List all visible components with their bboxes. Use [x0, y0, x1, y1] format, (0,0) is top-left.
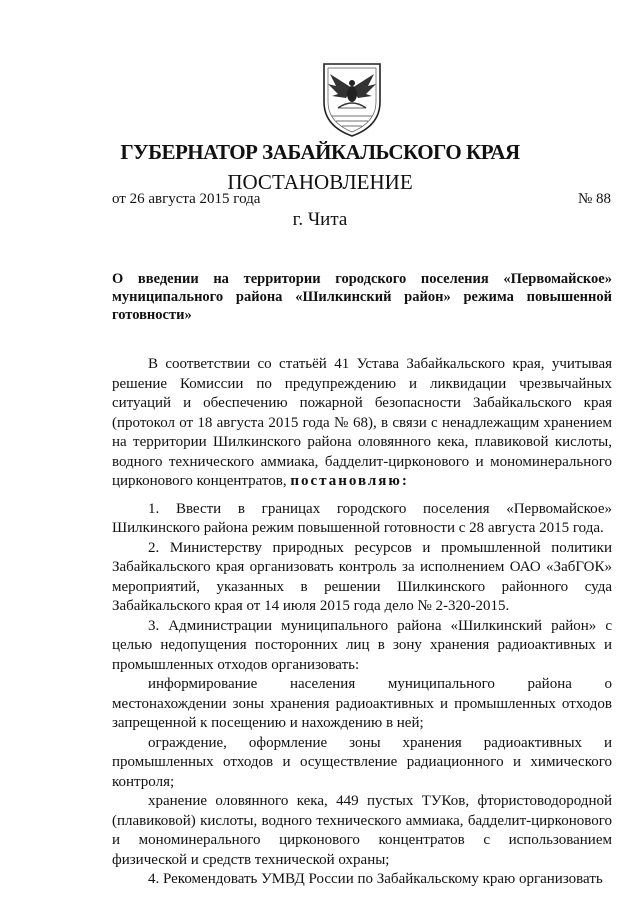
item-paragraph: ограждение, оформление зоны хранения радиоактивных и промышленных отходов и осуществление радиационного и химического контроля; — [112, 734, 612, 790]
document-type: ПОСТАНОВЛЕНИЕ — [227, 170, 413, 194]
coat-of-arms-emblem — [316, 58, 388, 138]
resolve-word: постановляю: — [290, 473, 409, 489]
item-paragraph: хранение оловянного кека, 449 пустых ТУКов, фтористоводородной (плавиковой) кислоты, водного технического аммиака, бадделит-цирконового и мономинерального цирконового концентратов с использованием физической и средств технической охраны; — [112, 793, 612, 868]
preamble-text: В соответствии со статьёй 41 Устава Забайкальского края, учитывая решение Комиссии по предупреждению и ликвидации чрезвычайных ситуаций и обеспечению пожарной безопасности Забайкальского края (протокол от 18 августа 2015 года № 68), в связи с ненадлежащим хранением на территории Шилкинского района оловянного кека, плавиковой кислоты, водного технического аммиака, бадделит-цирконового и мономинерального цирконового концентратов, — [112, 356, 612, 489]
document-date: от 26 августа 2015 года — [112, 191, 261, 207]
document-body — [112, 355, 612, 890]
item-paragraph: 2. Министерству природных ресурсов и промышленной политики Забайкальского края организовать контроль за исполнением ОАО «ЗабГОК» мероприятий, указанных в решении Шилкинского районного суда Забайкальского края от 14 июля 2015 года дело № 2-320-2015. — [112, 539, 612, 614]
item-paragraph: 3. Администрации муниципального района «Шилкинский район» с целью недопущения посторонних лиц в зону хранения радиоактивных и промышленных отходов организовать: — [112, 617, 612, 673]
governor-heading: ГУБЕРНАТОР ЗАБАЙКАЛЬСКОГО КРАЯ — [120, 140, 520, 164]
item-paragraph: 4. Рекомендовать УМВД России по Забайкальскому краю организовать — [148, 871, 603, 887]
item-paragraph: 1. Ввести в границах городского поселения «Первомайское» Шилкинского района режим повышенной готовности с 28 августа 2015 года. — [112, 500, 612, 536]
document-city: г. Чита — [292, 209, 348, 230]
document-title: О введении на территории городского поселения «Первомайское» муниципального района «Шилкинский район» режима повышенной готовности» — [112, 271, 612, 323]
item-paragraph: информирование населения муниципального района о местонахождении зоны хранения радиоактивных и промышленных отходов запрещенной к посещению и нахождению в ней; — [112, 676, 612, 731]
document-number: № 88 — [577, 191, 611, 207]
preamble-paragraph — [112, 355, 612, 492]
